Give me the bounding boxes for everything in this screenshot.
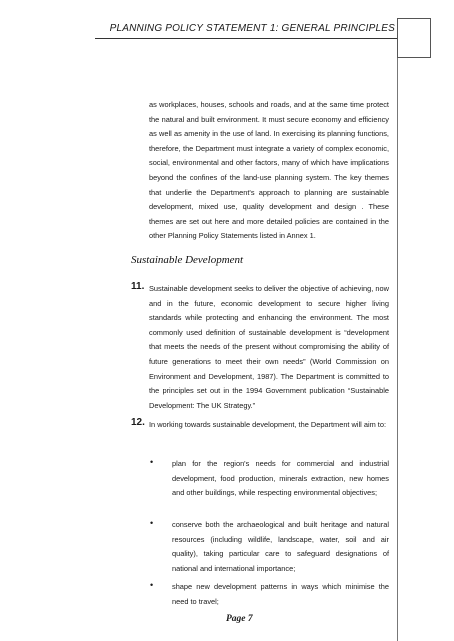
page-number: Page 7 — [226, 614, 253, 624]
section-heading: Sustainable Development — [131, 254, 244, 266]
corner-tab — [397, 18, 431, 58]
margin-rule — [397, 58, 398, 641]
bullet-marker: • — [150, 518, 154, 528]
bullet-item: shape new development patterns in ways which minimise the need to travel; — [172, 582, 389, 606]
paragraph-12: In working towards sustainable development, the Department will aim to: — [149, 420, 387, 429]
paragraph-number-11: 11. — [131, 281, 145, 292]
intro-paragraph: as workplaces, houses, schools and roads, and at the same time protect the natural and built environment. It must secure economy and efficiency as well as amenity in the use of land. In exercising its planning functions, therefore, the Department must integrate a variety of complex economic, social, environmental and other factors, many of which have implications beyond the confines of the land-use planning system. The key themes that underlie the Department's approach to planning are sustainable development, mixed use, quality development and design . These themes are set out here and more detailed policies are contained in the other Planning Policy Statements listed in Annex 1. — [149, 100, 389, 241]
bullet-marker: • — [150, 580, 154, 590]
bullet-item: plan for the region's needs for commercial and industrial development, food production, minerals extraction, new homes and other buildings, while respecting environmental objectives; — [172, 459, 389, 498]
paragraph-11: Sustainable development seeks to deliver the objective of achieving, now and in the future, economic development to secure higher living standards while protecting and enhancing the environment. The most commonly used definition of sustainable development is “development that meets the needs of the present without compromising the ability of future generations to meet their own needs” (World Commission on Environment and Development, 1987). The Department is committed to the principles set out in the 1994 Government publication “Sustainable Development: The UK Strategy.” — [149, 284, 389, 410]
bullet-marker: • — [150, 457, 154, 467]
header-rule — [95, 38, 397, 39]
paragraph-number-12: 12. — [131, 417, 145, 428]
bullet-item: conserve both the archaeological and built heritage and natural resources (including wildlife, landscape, water, soil and air quality), taking particular care to safeguard designations of national and international importance; — [172, 520, 389, 573]
running-header: PLANNING POLICY STATEMENT 1: GENERAL PRINCIPLES — [109, 23, 395, 34]
